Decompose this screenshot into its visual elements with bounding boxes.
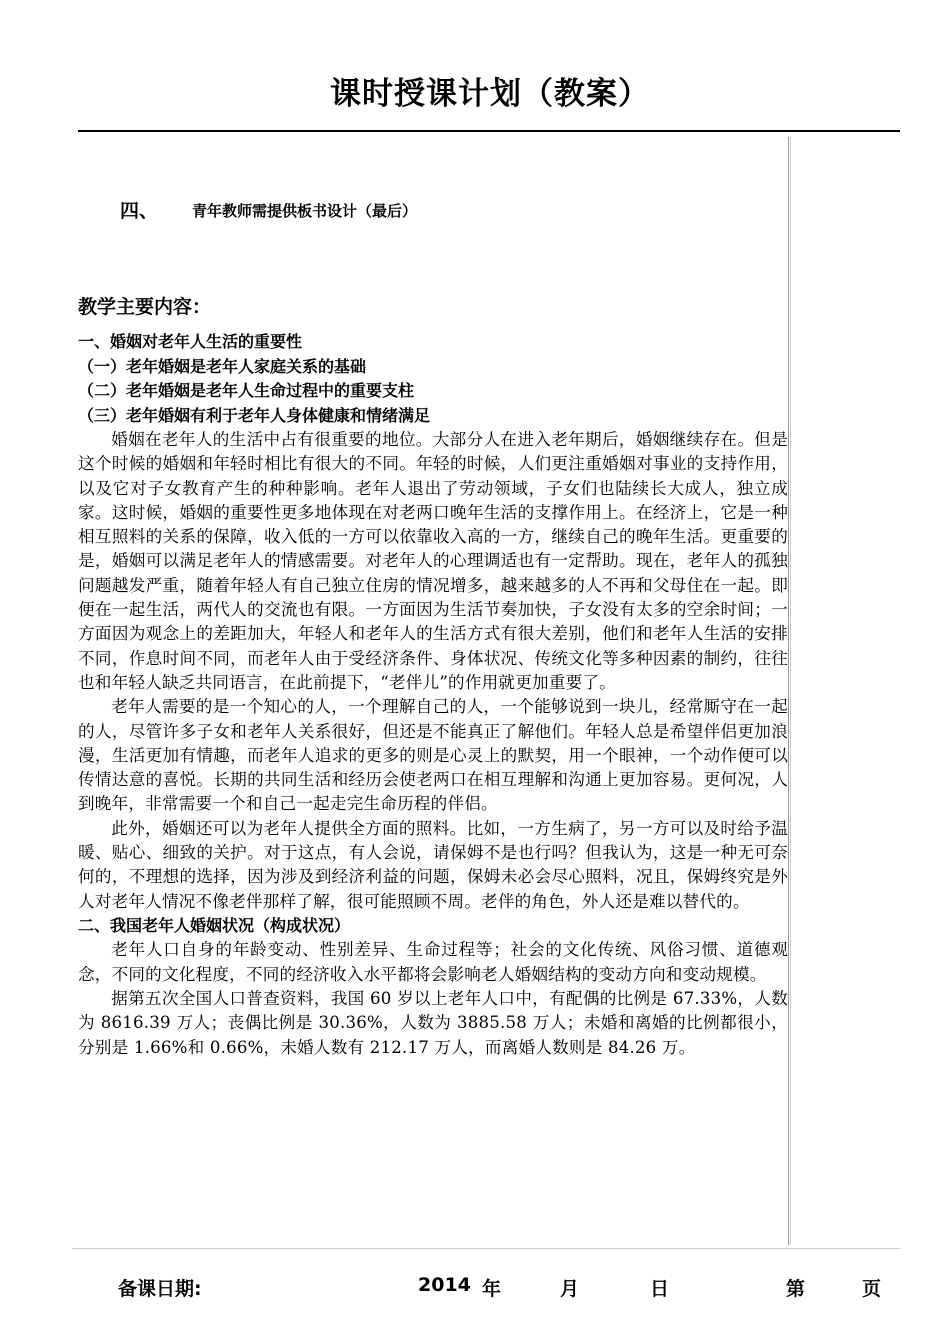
lesson-content xyxy=(78,330,788,1060)
prep-date-year: 2014 xyxy=(418,1274,471,1296)
paragraph-care: 此外，婚姻还可以为老年人提供全方面的照料。比如，一方生病了，另一方可以及时给予温暖、贴心、细致的关护。对于这点，有人会说，请保姆不是也行吗？但我认为，这是一种无可奈何的，不理想的选择，因为涉及到经济利益的问题，保姆未必会尽心照料，况且，保姆终究是外人对老年人情况不像老伴那样了解，很可能照顾不周。老伴的角色，外人还是难以替代的。 xyxy=(78,818,788,911)
paragraph-companion-need: 老年人需要的是一个知心的人，一个理解自己的人，一个能够说到一块儿，经常厮守在一起的人，尽管许多子女和老年人关系很好，但还是不能真正了解他们。年轻人总是希望伴侣更加浪漫，生活更加有情趣，而老年人追求的更多的则是心灵上的默契，用一个眼神，一个动作便可以传情达意的喜悦。长期的共同生活和经历会使老两口在相互理解和沟通上更加容易。更何况，人到晚年，非常需要一个和自己一起走完生命历程的伴侣。 xyxy=(78,697,788,814)
right-margin-line-inner xyxy=(790,137,791,1245)
right-margin-line xyxy=(788,137,789,1245)
prep-date-day-unit: 日 xyxy=(650,1278,670,1300)
heading-life-pillar: （二）老年婚姻是老年人生命过程中的重要支柱 xyxy=(78,381,415,400)
paragraph-factors: 老年人口自身的年龄变动、性别差异、生命过程等；社会的文化传统、风俗习惯、道德观念，不同的文化程度，不同的经济收入水平都将会影响老人婚姻结构的变动方向和变动规模。 xyxy=(78,940,788,984)
title-divider xyxy=(78,130,900,132)
heading-health-emotion: （三）老年婚姻有利于老年人身体健康和情绪满足 xyxy=(78,405,431,425)
footer-divider xyxy=(72,1248,900,1249)
main-content-label: 教学主要内容： xyxy=(78,296,212,318)
paragraph-marriage-role: 婚姻在老年人的生活中占有很重要的地位。大部分人在进入老年期后，婚姻继续存在。但是这个时候的婚姻和年轻时相比有很大的不同。年轻的时候，人们更注重婚姻对事业的支持作用，以及它对子女教育产生的种种影响。老年人退出了劳动领域，子女们也陆续长大成人，独立成家。这时候，婚姻的重要性更多地体现在对老两口晚年生活的支撑作用上。在经济上，它是一种相互照料的关系的保障，收入低的一方可以依靠收入高的一方，继续自己的晚年生活。更重要的是，婚姻可以满足老年人的情感需要。对老年人的心理调适也有一定帮助。现在，老年人的孤独问题越发严重，随着年轻人有自己独立住房的情况增多，越来越多的人不再和父母住在一起。即便在一起生活，两代人的交流也有限。一方面因为生活节奏加快，子女没有太多的空余时间；一方面因为观念上的差距加大，年轻人和老年人的生活方式有很大差别，他们和老年人生活的安排不同，作息时间不同，而老年人由于受经济条件、身体状况、传统文化等多种因素的制约，往往也和年轻人缺乏共同语言，在此前提下，“老伴儿”的作用就更加重要了。 xyxy=(78,430,788,692)
heading-family-foundation: （一）老年婚姻是老年人家庭关系的基础 xyxy=(78,356,367,376)
page-number-suffix: 页 xyxy=(862,1278,882,1300)
section-four-number: 四、 xyxy=(120,200,159,222)
heading-marriage-importance: 一、婚姻对老年人生活的重要性 xyxy=(78,332,303,351)
paragraph-census-data: 据第五次全国人口普查资料，我国 60 岁以上老年人口中，有配偶的比例是 67.33%，人数为 8616.39 万人；丧偶比例是 30.36%，人数为 3885.58 万人；未婚和离婚的比例都很小，分别是 1.66%和 0.66%，未婚人数有 212.17 万人，而离婚人数则是 84.26 万。 xyxy=(78,989,788,1057)
page-number-prefix: 第 xyxy=(786,1278,806,1300)
heading-marriage-status: 二、我国老年人婚姻状况（构成状况） xyxy=(78,915,351,935)
prep-date-label: 备课日期: xyxy=(118,1278,202,1300)
prep-date-month-unit: 月 xyxy=(560,1278,580,1300)
prep-date-year-unit: 年 xyxy=(482,1278,502,1300)
page-title: 课时授课计划（教案） xyxy=(330,76,650,112)
section-four-text: 青年教师需提供板书设计（最后） xyxy=(192,202,418,220)
